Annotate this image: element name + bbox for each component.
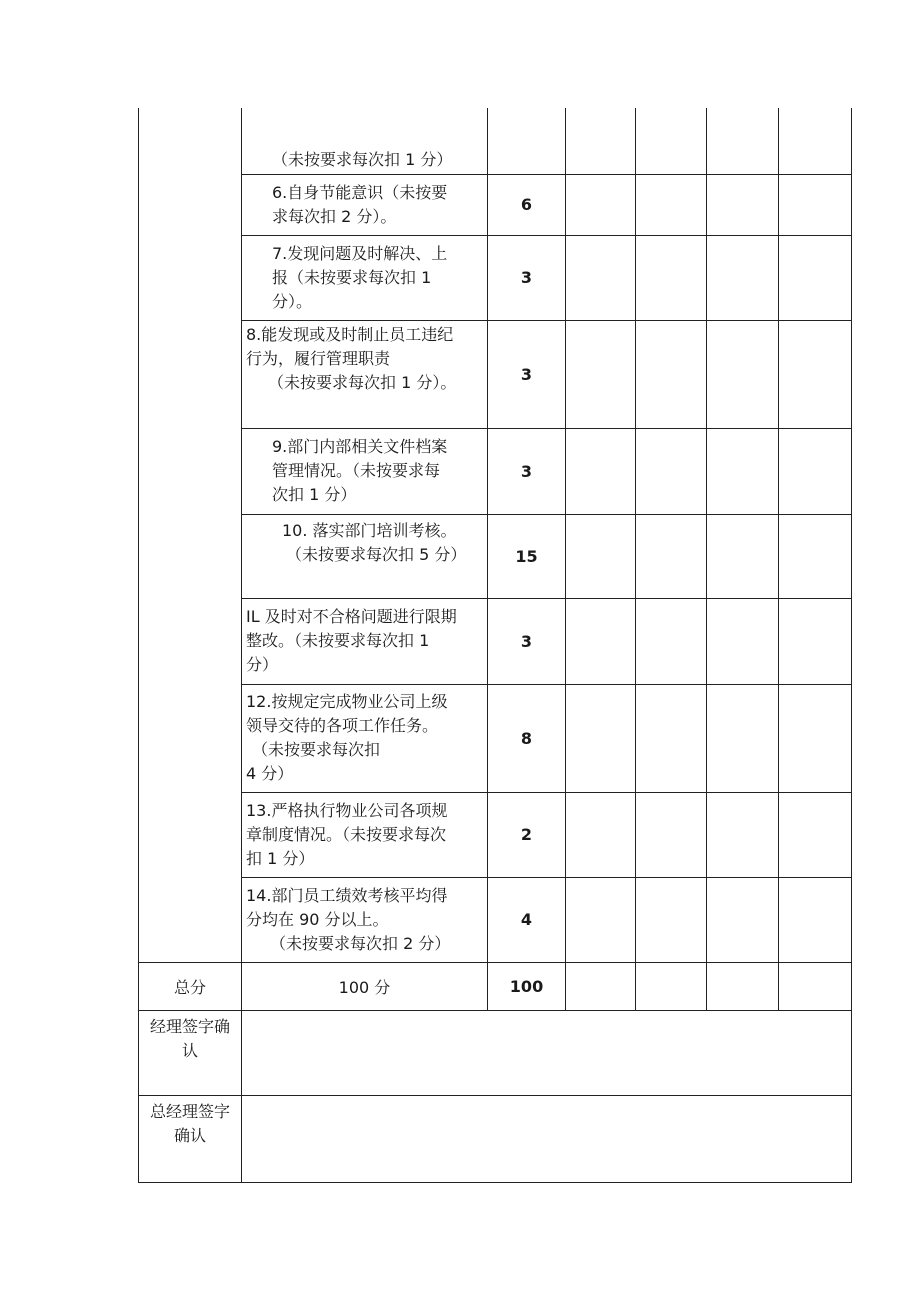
table-row (139, 792, 852, 877)
blank-cell (566, 235, 636, 320)
criteria-cell (242, 514, 488, 598)
criteria-cell (242, 235, 488, 320)
total-criteria: 100 分 (242, 962, 488, 1010)
total-score: 100 (488, 962, 566, 1010)
blank-cell (566, 962, 636, 1010)
blank-cell (707, 877, 779, 962)
blank-cell (636, 792, 707, 877)
blank-cell (707, 792, 779, 877)
criteria-line: 行为，履行管理职责 (246, 348, 391, 368)
criteria-line: 9.部门内部相关文件档案 (272, 437, 448, 456)
criteria-cell (242, 877, 488, 962)
criteria-cell (242, 108, 488, 174)
table-row (139, 684, 852, 792)
table-row (139, 174, 852, 235)
blank-cell (566, 684, 636, 792)
manager-signature-row (139, 1010, 852, 1095)
blank-cell (636, 962, 707, 1010)
table-row (139, 108, 852, 174)
category-cell (139, 108, 242, 962)
criteria-line: 求每次扣 2 分）。 (272, 206, 397, 226)
criteria-cell (242, 428, 488, 514)
score-cell: 6 (488, 174, 566, 235)
criteria-line: 分） (246, 655, 279, 674)
criteria-line: 整改。（未按要求每次扣 1 (246, 631, 430, 650)
blank-cell (779, 877, 852, 962)
score-cell: 3 (488, 320, 566, 428)
score-cell (488, 108, 566, 174)
score-cell: 2 (488, 792, 566, 877)
table-row (139, 428, 852, 514)
blank-cell (707, 320, 779, 428)
criteria-cell (242, 684, 488, 792)
blank-cell (636, 598, 707, 684)
criteria-line: 13.严格执行物业公司各项规 (246, 800, 448, 820)
table-row (139, 598, 852, 684)
blank-cell (566, 792, 636, 877)
blank-cell (779, 235, 852, 320)
blank-cell (636, 108, 707, 174)
blank-cell (566, 428, 636, 514)
signature-label-line: 确认 (173, 1125, 206, 1145)
blank-cell (779, 174, 852, 235)
criteria-line: 分）。 (272, 291, 313, 311)
blank-cell (707, 428, 779, 514)
criteria-line: IL 及时对不合格问题进行限期 (246, 607, 457, 626)
criteria-line: 扣 1 分） (246, 848, 315, 868)
blank-cell (779, 962, 852, 1010)
criteria-line: （未按要求每次扣 2 分） (270, 933, 451, 953)
manager-signature-label (139, 1010, 242, 1095)
blank-cell (636, 428, 707, 514)
blank-cell (779, 320, 852, 428)
blank-cell (636, 684, 707, 792)
blank-cell (707, 108, 779, 174)
blank-cell (566, 877, 636, 962)
criteria-line: 14.部门员工绩效考核平均得 (246, 885, 448, 905)
criteria-line: 10. 落实部门培训考核。 (282, 520, 457, 540)
criteria-line: 分均在 90 分以上。 (246, 909, 389, 929)
criteria-line: 4 分） (246, 764, 294, 783)
criteria-line: （未按要求每次扣 1 分） (272, 149, 453, 169)
score-cell: 4 (488, 877, 566, 962)
blank-cell (779, 598, 852, 684)
table-row (139, 235, 852, 320)
blank-cell (707, 684, 779, 792)
blank-cell (707, 174, 779, 235)
general-manager-signature-field[interactable] (242, 1095, 852, 1182)
total-row (139, 962, 852, 1010)
blank-cell (566, 598, 636, 684)
general-manager-signature-label (139, 1095, 242, 1182)
criteria-cell (242, 320, 488, 428)
blank-cell (707, 235, 779, 320)
blank-cell (566, 174, 636, 235)
blank-cell (707, 962, 779, 1010)
blank-cell (566, 108, 636, 174)
score-cell: 3 (488, 428, 566, 514)
criteria-line: 次扣 1 分） (272, 485, 357, 504)
blank-cell (779, 108, 852, 174)
criteria-line: （未按要求每次扣 5 分） (286, 544, 467, 564)
criteria-line: 8.能发现或及时制止员工违纪 (246, 324, 454, 344)
score-cell: 3 (488, 598, 566, 684)
blank-cell (566, 514, 636, 598)
table-row (139, 514, 852, 598)
criteria-cell (242, 598, 488, 684)
criteria-cell (242, 174, 488, 235)
blank-cell (636, 514, 707, 598)
criteria-line: （未按要求每次扣 (252, 740, 381, 759)
blank-cell (707, 598, 779, 684)
table-row (139, 320, 852, 428)
blank-cell (779, 684, 852, 792)
general-manager-signature-row (139, 1095, 852, 1182)
blank-cell (779, 792, 852, 877)
blank-cell (636, 235, 707, 320)
score-cell: 15 (488, 514, 566, 598)
total-label: 总分 (139, 962, 242, 1010)
blank-cell (636, 320, 707, 428)
signature-label-line: 总经理签字 (149, 1101, 230, 1121)
criteria-line: 12.按规定完成物业公司上级 (246, 692, 448, 711)
blank-cell (636, 877, 707, 962)
blank-cell (636, 174, 707, 235)
blank-cell (707, 514, 779, 598)
criteria-line: 章制度情况。（未按要求每次 (246, 824, 447, 844)
criteria-line: 管理情况。（未按要求每 (272, 461, 441, 480)
blank-cell (566, 320, 636, 428)
criteria-line: 报（未按要求每次扣 1 (272, 267, 432, 287)
criteria-line: （未按要求每次扣 1 分）。 (268, 372, 457, 392)
criteria-line: 7.发现问题及时解决、上 (272, 243, 448, 263)
signature-label-line: 经理签字确 (149, 1016, 230, 1036)
blank-cell (779, 428, 852, 514)
table-row (139, 877, 852, 962)
criteria-line: 6.自身节能意识（未按要 (272, 182, 448, 202)
criteria-line: 领导交待的各项工作任务。 (246, 716, 439, 735)
blank-cell (779, 514, 852, 598)
signature-label-line: 认 (181, 1040, 198, 1060)
evaluation-table (138, 108, 852, 1183)
criteria-cell (242, 792, 488, 877)
manager-signature-field[interactable] (242, 1010, 852, 1095)
score-cell: 3 (488, 235, 566, 320)
score-cell: 8 (488, 684, 566, 792)
